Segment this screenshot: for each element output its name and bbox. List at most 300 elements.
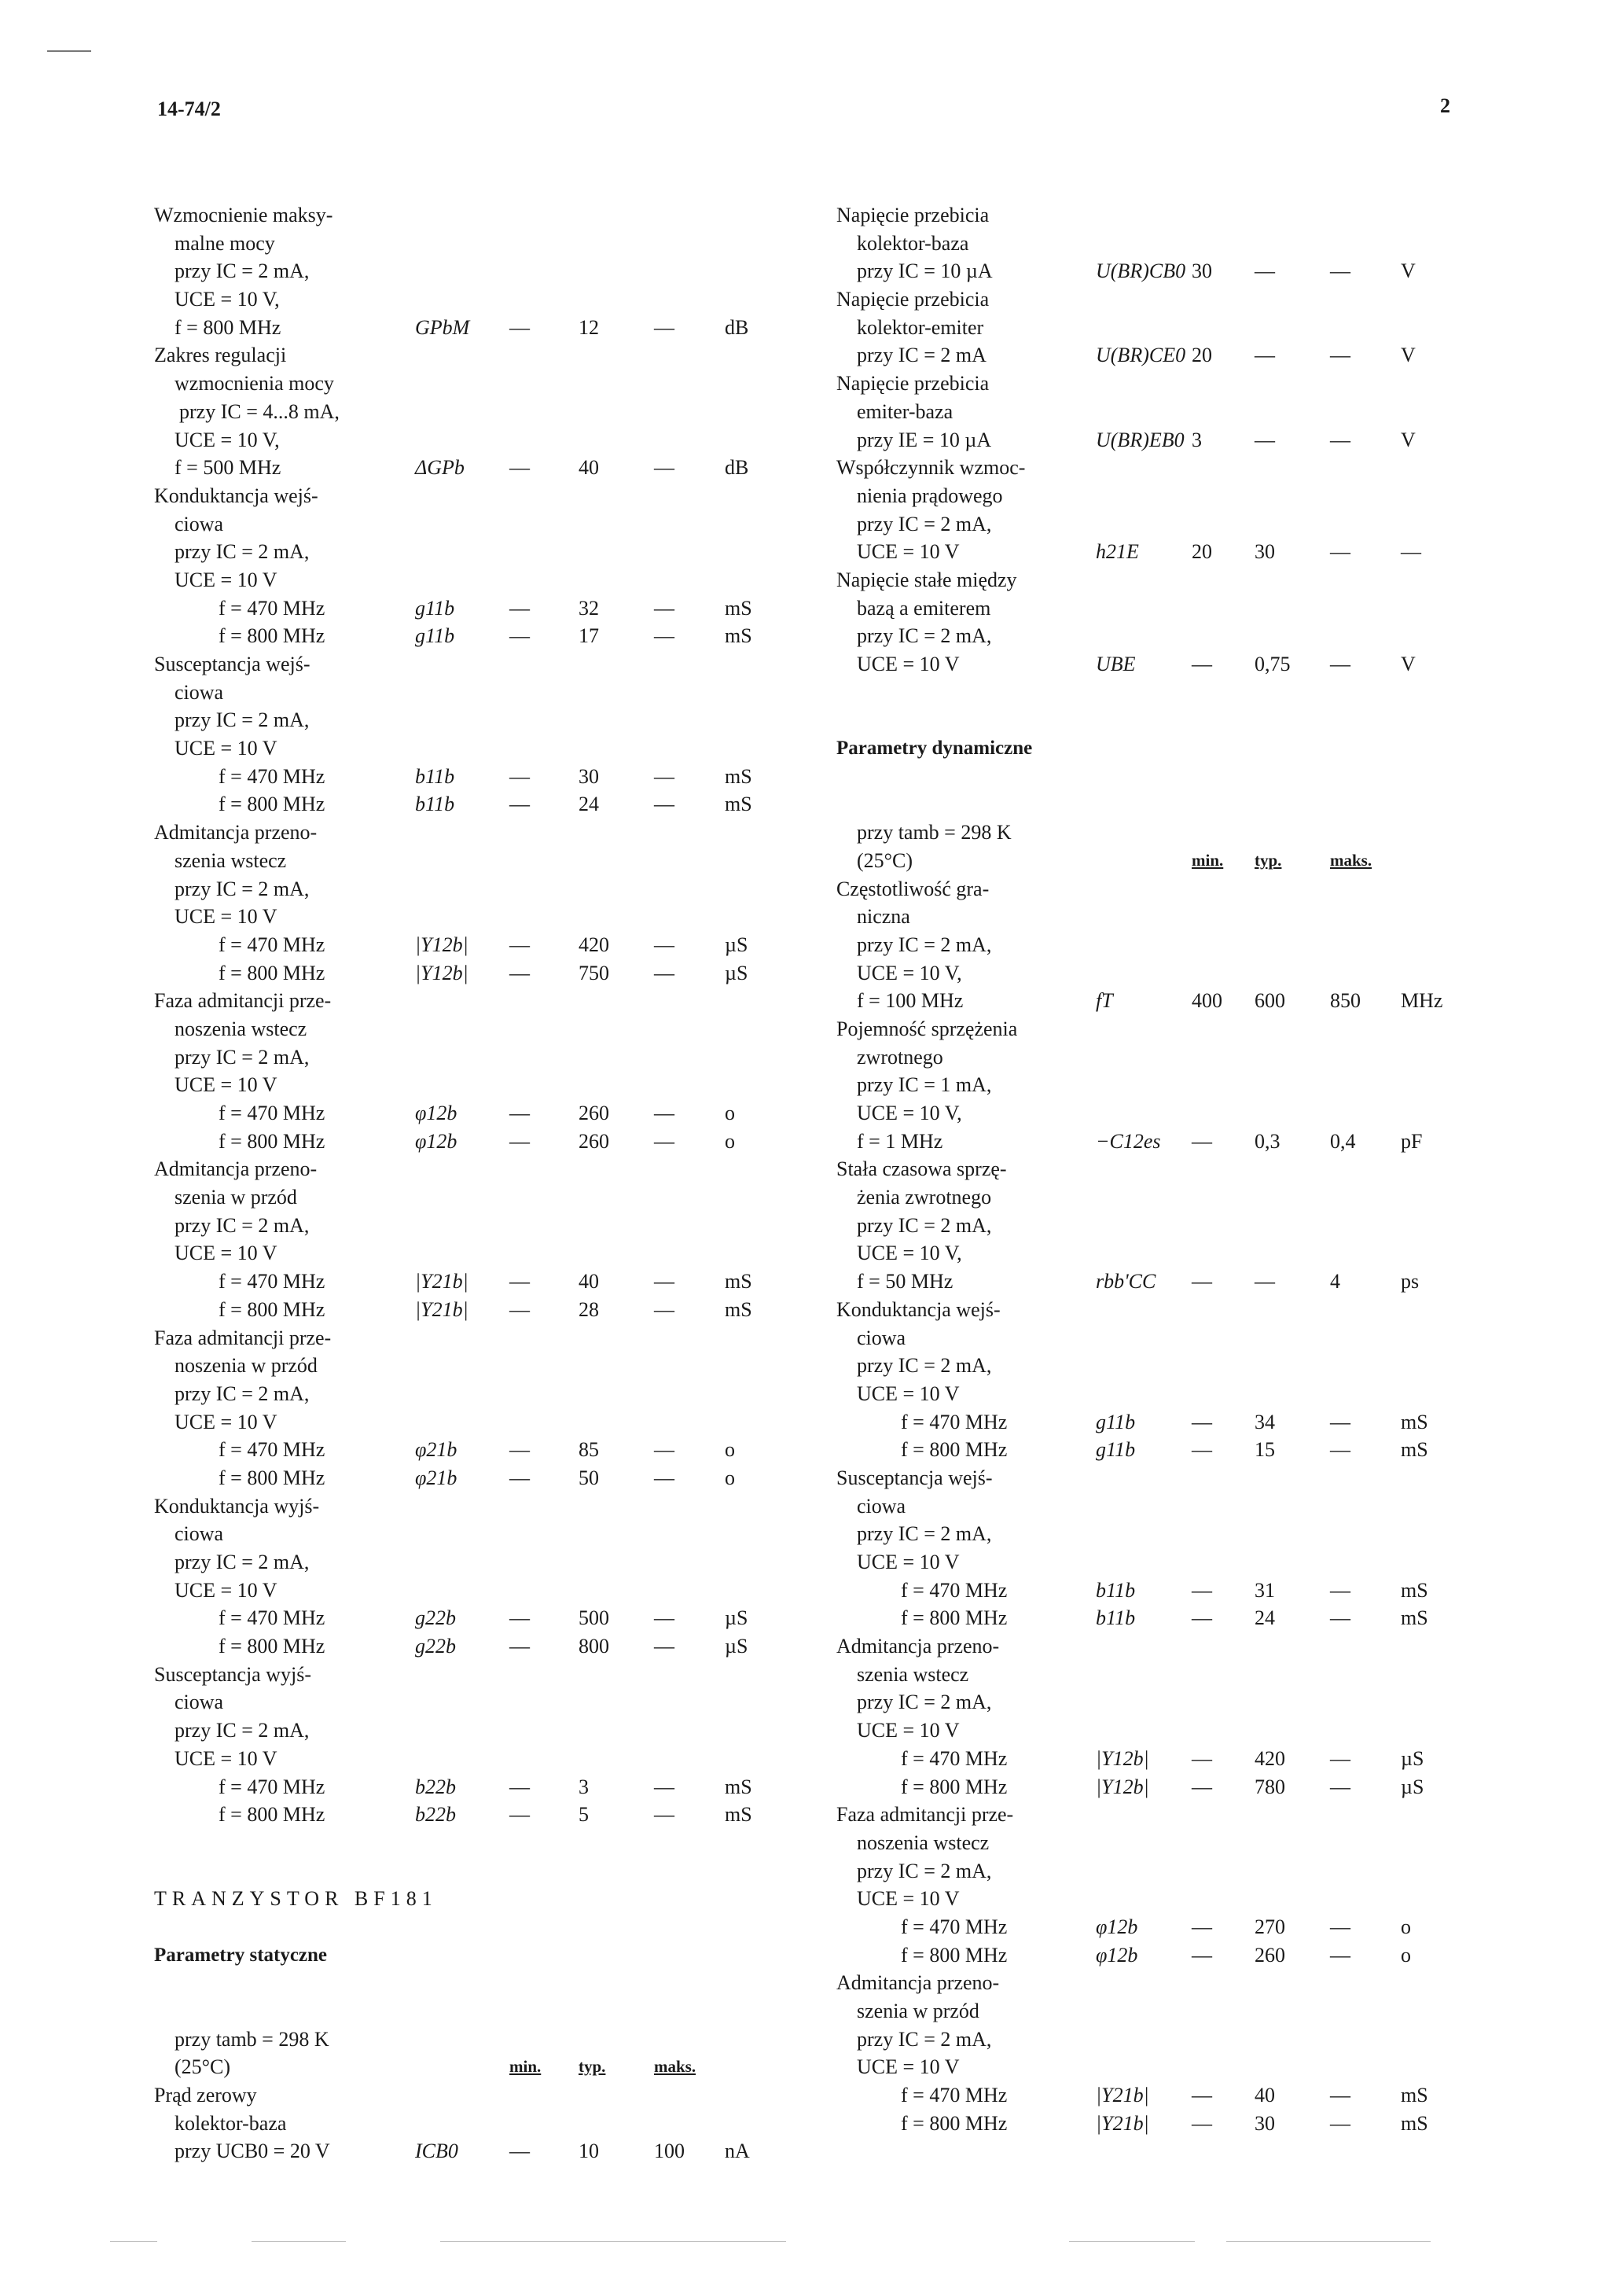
column-header-typ: typ.: [1255, 850, 1282, 870]
symbol-cell: φ12b: [415, 1129, 457, 1153]
parameter-label: przy IC = 10 µA: [857, 259, 993, 283]
min-cell: 400: [1192, 989, 1222, 1013]
min-cell: —: [1192, 1270, 1212, 1293]
min-cell: —: [1192, 1578, 1212, 1602]
symbol-cell: b22b: [415, 1775, 456, 1798]
parameter-label: f = 800 MHz: [219, 793, 325, 816]
column-header-min: min.: [1192, 850, 1224, 870]
bottom-scan-mark: [252, 2241, 346, 2242]
parameter-label: przy IC = 2 mA,: [175, 1719, 310, 1742]
parameter-label: (25°C): [175, 2055, 231, 2079]
parameter-label: szenia wstecz: [175, 848, 287, 872]
min-cell: —: [509, 1270, 530, 1293]
parameter-label: f = 800 MHz: [219, 1297, 325, 1321]
min-cell: —: [1192, 1129, 1212, 1153]
max-cell: —: [1330, 2084, 1350, 2107]
typ-cell: 31: [1255, 1578, 1275, 1602]
typ-cell: 50: [579, 1466, 599, 1489]
min-cell: —: [1192, 1943, 1212, 1967]
column-header-min: min.: [509, 2057, 542, 2077]
min-cell: —: [509, 315, 530, 339]
min-cell: —: [509, 1803, 530, 1827]
symbol-cell: |Y12b|: [1096, 1746, 1149, 1770]
symbol-cell: ΔGPb: [415, 456, 465, 480]
unit-cell: mS: [1401, 2111, 1428, 2135]
parameter-label: UCE = 10 V,: [175, 428, 280, 451]
parameter-label: Napięcie przebicia: [836, 372, 990, 396]
unit-cell: µS: [725, 1635, 748, 1658]
unit-cell: V: [1401, 259, 1416, 283]
parameter-label: f = 800 MHz: [175, 315, 281, 339]
min-cell: —: [509, 961, 530, 984]
parameter-label: przy IC = 2 mA,: [175, 1551, 310, 1573]
min-cell: —: [509, 456, 530, 480]
symbol-cell: g11b: [415, 624, 455, 648]
parameter-label: f = 800 MHz: [219, 1129, 325, 1153]
parameter-label: Pojemność sprzężenia: [836, 1017, 1018, 1040]
typ-cell: 17: [579, 624, 599, 648]
typ-cell: 600: [1255, 989, 1285, 1013]
parameter-label: Konduktancja wejś-: [154, 484, 318, 507]
max-cell: —: [654, 1297, 674, 1321]
unit-cell: µS: [1401, 1775, 1424, 1798]
parameter-label: f = 800 MHz: [901, 1943, 1008, 1967]
min-cell: 30: [1192, 259, 1212, 283]
min-cell: —: [1192, 653, 1212, 675]
parameter-label: f = 800 MHz: [219, 1466, 325, 1489]
min-cell: 20: [1192, 344, 1212, 367]
unit-cell: µS: [725, 1606, 748, 1630]
parameter-label: f = 800 MHz: [219, 1635, 325, 1658]
unit-cell: o: [725, 1129, 735, 1153]
typ-cell: 750: [579, 961, 609, 984]
parameter-label: UCE = 10 V: [175, 1073, 277, 1097]
parameter-label: ciowa: [175, 512, 224, 535]
min-cell: —: [1192, 1606, 1212, 1630]
parameter-label: Częstotliwość gra-: [836, 877, 990, 900]
typ-cell: 10: [579, 2140, 599, 2163]
parameter-label: f = 470 MHz: [219, 1606, 325, 1630]
typ-cell: 260: [579, 1102, 609, 1124]
max-cell: —: [1330, 540, 1350, 564]
max-cell: —: [1330, 1746, 1350, 1770]
parameter-label: f = 1 MHz: [857, 1129, 943, 1153]
parameter-label: emiter-baza: [857, 399, 953, 423]
max-cell: —: [1330, 1410, 1350, 1433]
parameter-label: szenia w przód: [857, 2000, 979, 2022]
parameter-label: przy IC = 2 mA,: [857, 624, 992, 648]
parameter-label: Faza admitancji prze-: [836, 1803, 1014, 1827]
symbol-cell: UBE: [1096, 653, 1136, 675]
parameter-label: malne mocy: [175, 231, 275, 255]
unit-cell: µS: [725, 961, 748, 984]
parameter-label: przy IC = 2 mA,: [175, 1382, 310, 1405]
parameter-label: f = 470 MHz: [901, 1746, 1008, 1770]
parameter-label: ciowa: [175, 1522, 224, 1546]
parameter-label: zwrotnego: [857, 1045, 943, 1069]
unit-cell: V: [1401, 428, 1416, 451]
unit-cell: o: [1401, 1943, 1411, 1967]
parameter-label: kolektor-baza: [175, 2111, 287, 2135]
max-cell: 100: [654, 2140, 685, 2163]
max-cell: —: [1330, 1438, 1350, 1462]
parameter-label: ciowa: [175, 1691, 224, 1714]
unit-cell: µS: [725, 933, 748, 956]
parameter-label: f = 470 MHz: [219, 1270, 325, 1293]
max-cell: —: [654, 456, 674, 480]
max-cell: —: [1330, 1915, 1350, 1938]
parameter-label: UCE = 10 V: [175, 1242, 277, 1265]
typ-cell: 24: [1255, 1606, 1275, 1630]
unit-cell: mS: [725, 764, 752, 788]
typ-cell: 260: [1255, 1943, 1285, 1967]
symbol-cell: |Y21b|: [415, 1270, 468, 1293]
parameter-label: Faza admitancji prze-: [154, 989, 332, 1013]
max-cell: —: [654, 1606, 674, 1630]
unit-cell: V: [1401, 653, 1416, 675]
parameter-label: Parametry dynamiczne: [836, 738, 1033, 760]
column-header-max: maks.: [1330, 850, 1372, 870]
typ-cell: 5: [579, 1803, 589, 1827]
parameter-label: przy IC = 2 mA,: [857, 1691, 992, 1714]
unit-cell: mS: [725, 1775, 752, 1798]
min-cell: —: [509, 2140, 530, 2163]
parameter-label: UCE = 10 V,: [175, 288, 280, 311]
min-cell: —: [1192, 1915, 1212, 1938]
parameter-label: f = 100 MHz: [857, 989, 964, 1013]
min-cell: —: [1192, 1410, 1212, 1433]
unit-cell: mS: [1401, 2084, 1428, 2107]
unit-cell: o: [725, 1438, 735, 1462]
parameter-label: szenia w przód: [175, 1186, 297, 1209]
parameter-label: żenia zwrotnego: [857, 1186, 992, 1209]
parameter-label: f = 470 MHz: [219, 933, 325, 956]
parameter-label: przy IC = 2 mA,: [175, 877, 310, 900]
max-cell: —: [654, 1775, 674, 1798]
parameter-label: UCE = 10 V,: [857, 1242, 962, 1265]
parameter-label: f = 800 MHz: [219, 961, 325, 984]
parameter-label: f = 470 MHz: [901, 1410, 1008, 1433]
parameter-label: f = 800 MHz: [901, 1438, 1008, 1462]
parameter-label: Konduktancja wyjś-: [154, 1494, 320, 1518]
parameter-label: przy IE = 10 µA: [857, 428, 992, 451]
max-cell: —: [654, 793, 674, 816]
parameter-label: f = 50 MHz: [857, 1270, 953, 1293]
parameter-label: f = 800 MHz: [901, 1606, 1008, 1630]
parameter-label: UCE = 10 V,: [857, 1102, 962, 1124]
min-cell: 20: [1192, 540, 1212, 564]
min-cell: —: [1192, 1746, 1212, 1770]
bottom-scan-mark: [1069, 2241, 1195, 2242]
symbol-cell: |Y12b|: [415, 961, 468, 984]
max-cell: 0,4: [1330, 1129, 1356, 1153]
parameter-label: przy IC = 2 mA,: [175, 540, 310, 564]
parameter-label: przy IC = 1 mA,: [857, 1073, 992, 1097]
max-cell: —: [1330, 2111, 1350, 2135]
parameter-label: wzmocnienia mocy: [175, 372, 334, 396]
min-cell: —: [509, 933, 530, 956]
max-cell: —: [654, 624, 674, 648]
symbol-cell: U(BR)CE0: [1096, 344, 1186, 367]
parameter-label: f = 500 MHz: [175, 456, 281, 480]
min-cell: —: [509, 1102, 530, 1124]
parameter-label: szenia wstecz: [857, 1662, 969, 1686]
parameter-label: f = 800 MHz: [219, 624, 325, 648]
min-cell: —: [1192, 1438, 1212, 1462]
parameter-label: Susceptancja wyjś-: [154, 1662, 312, 1686]
typ-cell: 40: [579, 1270, 599, 1293]
parameter-label: przy IC = 2 mA,: [857, 933, 992, 956]
parameter-label: UCE = 10 V: [175, 1578, 277, 1602]
parameter-label: Napięcie przebicia: [836, 204, 990, 226]
symbol-cell: |Y12b|: [1096, 1775, 1149, 1798]
parameter-label: nienia prądowego: [857, 484, 1003, 507]
parameter-label: UCE = 10 V: [857, 1382, 960, 1405]
parameter-label: Admitancja przeno-: [154, 821, 318, 844]
max-cell: —: [1330, 1943, 1350, 1967]
symbol-cell: |Y21b|: [415, 1297, 468, 1321]
parameter-label: Zakres regulacji: [154, 344, 287, 367]
symbol-cell: b11b: [415, 764, 455, 788]
unit-cell: mS: [725, 624, 752, 648]
parameter-label: noszenia wstecz: [175, 1017, 307, 1040]
symbol-cell: b11b: [1096, 1578, 1136, 1602]
parameter-label: Stała czasowa sprzę-: [836, 1157, 1007, 1181]
column-header-max: maks.: [654, 2057, 696, 2077]
typ-cell: 30: [579, 764, 599, 788]
bottom-scan-mark: [440, 2241, 786, 2242]
parameter-label: f = 470 MHz: [219, 1438, 325, 1462]
unit-cell: V: [1401, 344, 1416, 367]
parameter-label: przy IC = 2 mA,: [175, 1213, 310, 1237]
parameter-label: UCE = 10 V: [175, 905, 277, 929]
parameter-label: przy IC = 2 mA,: [857, 1859, 992, 1882]
typ-cell: —: [1255, 344, 1275, 367]
parameter-label: f = 800 MHz: [901, 2111, 1008, 2135]
typ-cell: 12: [579, 315, 599, 339]
typ-cell: 24: [579, 793, 599, 816]
typ-cell: 500: [579, 1606, 609, 1630]
unit-cell: mS: [725, 1270, 752, 1293]
typ-cell: 260: [579, 1129, 609, 1153]
unit-cell: mS: [725, 596, 752, 620]
max-cell: —: [1330, 1775, 1350, 1798]
parameter-label: f = 470 MHz: [219, 764, 325, 788]
parameter-label: noszenia w przód: [175, 1354, 318, 1378]
parameter-label: UCE = 10 V: [857, 2055, 960, 2079]
parameter-label: przy IC = 2 mA,: [857, 1522, 992, 1546]
parameter-label: Parametry statyczne: [154, 1944, 328, 1966]
parameter-label: ciowa: [175, 680, 224, 704]
typ-cell: 270: [1255, 1915, 1285, 1938]
parameter-label: przy IC = 2 mA,: [175, 1045, 310, 1069]
typ-cell: 420: [1255, 1746, 1285, 1770]
typ-cell: 800: [579, 1635, 609, 1658]
unit-cell: nA: [725, 2140, 750, 2163]
symbol-cell: g11b: [1096, 1410, 1136, 1433]
max-cell: 4: [1330, 1270, 1340, 1293]
parameter-label: UCE = 10 V: [857, 1887, 960, 1911]
unit-cell: —: [1401, 540, 1421, 564]
parameter-label: UCE = 10 V: [175, 737, 277, 760]
parameter-label: (25°C): [857, 848, 913, 872]
parameter-label: Susceptancja wejś-: [836, 1466, 993, 1489]
typ-cell: —: [1255, 259, 1275, 283]
symbol-cell: g22b: [415, 1635, 456, 1658]
symbol-cell: φ12b: [415, 1102, 457, 1124]
parameter-label: f = 470 MHz: [219, 1102, 325, 1124]
parameter-label: f = 800 MHz: [901, 1775, 1008, 1798]
parameter-label: Konduktancja wejś-: [836, 1297, 1001, 1321]
min-cell: —: [1192, 1775, 1212, 1798]
parameter-label: przy tamb = 298 K: [175, 2027, 329, 2051]
symbol-cell: g22b: [415, 1606, 456, 1630]
bottom-scan-mark: [110, 2241, 157, 2242]
parameter-label: f = 800 MHz: [219, 1803, 325, 1827]
min-cell: —: [509, 1775, 530, 1798]
parameter-label: kolektor-baza: [857, 231, 969, 255]
typ-cell: 3: [579, 1775, 589, 1798]
page-number: 2: [1440, 94, 1450, 117]
parameter-label: TRANZYSTOR BF181: [154, 1887, 438, 1911]
min-cell: —: [509, 764, 530, 788]
symbol-cell: U(BR)CB0: [1096, 259, 1186, 283]
parameter-label: UCE = 10 V: [857, 1551, 960, 1573]
parameter-label: niczna: [857, 905, 910, 929]
parameter-label: f = 470 MHz: [901, 1915, 1008, 1938]
symbol-cell: b11b: [1096, 1606, 1136, 1630]
max-cell: —: [1330, 1606, 1350, 1630]
typ-cell: 30: [1255, 540, 1275, 564]
symbol-cell: φ12b: [1096, 1915, 1138, 1938]
min-cell: —: [1192, 2111, 1212, 2135]
typ-cell: 85: [579, 1438, 599, 1462]
parameter-label: Współczynnik wzmoc-: [836, 456, 1026, 480]
symbol-cell: φ12b: [1096, 1943, 1138, 1967]
symbol-cell: |Y12b|: [415, 933, 468, 956]
max-cell: —: [654, 1635, 674, 1658]
symbol-cell: |Y21b|: [1096, 2084, 1149, 2107]
typ-cell: —: [1255, 428, 1275, 451]
parameter-label: ciowa: [857, 1326, 906, 1349]
typ-cell: 34: [1255, 1410, 1275, 1433]
max-cell: —: [654, 1438, 674, 1462]
parameter-label: przy IC = 2 mA,: [857, 1354, 992, 1378]
top-scan-mark: [47, 50, 91, 52]
column-header-typ: typ.: [579, 2057, 606, 2077]
min-cell: —: [509, 1635, 530, 1658]
typ-cell: 0,75: [1255, 653, 1291, 675]
symbol-cell: g11b: [1096, 1438, 1136, 1462]
parameter-label: Admitancja przeno-: [836, 1971, 1000, 1995]
parameter-label: przy IC = 2 mA,: [857, 2027, 992, 2051]
max-cell: 850: [1330, 989, 1361, 1013]
typ-cell: 0,3: [1255, 1129, 1280, 1153]
parameter-label: Admitancja przeno-: [154, 1157, 318, 1181]
max-cell: —: [654, 1803, 674, 1827]
parameter-label: przy tamb = 298 K: [857, 821, 1012, 844]
max-cell: —: [1330, 259, 1350, 283]
document-code: 14-74/2: [157, 98, 221, 120]
symbol-cell: |Y21b|: [1096, 2111, 1149, 2135]
parameter-label: Susceptancja wejś-: [154, 653, 310, 675]
max-cell: —: [1330, 344, 1350, 367]
symbol-cell: rbb'CC: [1096, 1270, 1156, 1293]
parameter-label: przy IC = 2 mA,: [857, 1213, 992, 1237]
unit-cell: mS: [725, 793, 752, 816]
unit-cell: o: [725, 1102, 735, 1124]
unit-cell: mS: [725, 1297, 752, 1321]
typ-cell: 30: [1255, 2111, 1275, 2135]
symbol-cell: g11b: [415, 596, 455, 620]
symbol-cell: h21E: [1096, 540, 1139, 564]
typ-cell: 28: [579, 1297, 599, 1321]
parameter-label: bazą a emiterem: [857, 596, 991, 620]
parameter-label: f = 470 MHz: [901, 2084, 1008, 2107]
unit-cell: o: [1401, 1915, 1411, 1938]
max-cell: —: [1330, 428, 1350, 451]
max-cell: —: [654, 1270, 674, 1293]
unit-cell: dB: [725, 315, 749, 339]
parameter-label: UCE = 10 V: [175, 1746, 277, 1770]
parameter-label: przy IC = 2 mA,: [857, 512, 992, 535]
parameter-label: Admitancja przeno-: [836, 1635, 1000, 1658]
min-cell: —: [509, 624, 530, 648]
parameter-label: przy IC = 2 mA,: [175, 259, 310, 283]
max-cell: —: [654, 596, 674, 620]
min-cell: —: [509, 1606, 530, 1630]
unit-cell: mS: [1401, 1410, 1428, 1433]
symbol-cell: U(BR)EB0: [1096, 428, 1185, 451]
parameter-label: Prąd zerowy: [154, 2084, 257, 2107]
typ-cell: 32: [579, 596, 599, 620]
symbol-cell: ICB0: [415, 2140, 458, 2163]
unit-cell: o: [725, 1466, 735, 1489]
min-cell: —: [509, 1129, 530, 1153]
parameter-label: UCE = 10 V,: [857, 961, 962, 984]
max-cell: —: [654, 933, 674, 956]
parameter-label: UCE = 10 V: [857, 653, 960, 675]
max-cell: —: [654, 1102, 674, 1124]
unit-cell: mS: [1401, 1606, 1428, 1630]
min-cell: —: [1192, 2084, 1212, 2107]
parameter-label: UCE = 10 V: [175, 1410, 277, 1433]
max-cell: —: [1330, 1578, 1350, 1602]
min-cell: —: [509, 1466, 530, 1489]
bottom-scan-mark: [1226, 2241, 1431, 2242]
unit-cell: MHz: [1401, 989, 1443, 1013]
unit-cell: ps: [1401, 1270, 1420, 1293]
parameter-label: przy IC = 4...8 mA,: [179, 399, 340, 423]
parameter-label: przy IC = 2 mA: [857, 344, 987, 367]
unit-cell: mS: [1401, 1438, 1428, 1462]
parameter-label: UCE = 10 V: [857, 540, 960, 564]
parameter-label: f = 470 MHz: [901, 1578, 1008, 1602]
symbol-cell: b22b: [415, 1803, 456, 1827]
parameter-label: Wzmocnienie maksy-: [154, 204, 333, 226]
symbol-cell: φ21b: [415, 1438, 457, 1462]
typ-cell: 40: [1255, 2084, 1275, 2107]
unit-cell: dB: [725, 456, 749, 480]
symbol-cell: GPbM: [415, 315, 470, 339]
typ-cell: 15: [1255, 1438, 1275, 1462]
parameter-label: UCE = 10 V: [175, 568, 277, 591]
symbol-cell: −C12es: [1096, 1129, 1161, 1153]
parameter-label: przy IC = 2 mA,: [175, 708, 310, 732]
max-cell: —: [654, 1466, 674, 1489]
min-cell: 3: [1192, 428, 1202, 451]
unit-cell: mS: [725, 1803, 752, 1827]
